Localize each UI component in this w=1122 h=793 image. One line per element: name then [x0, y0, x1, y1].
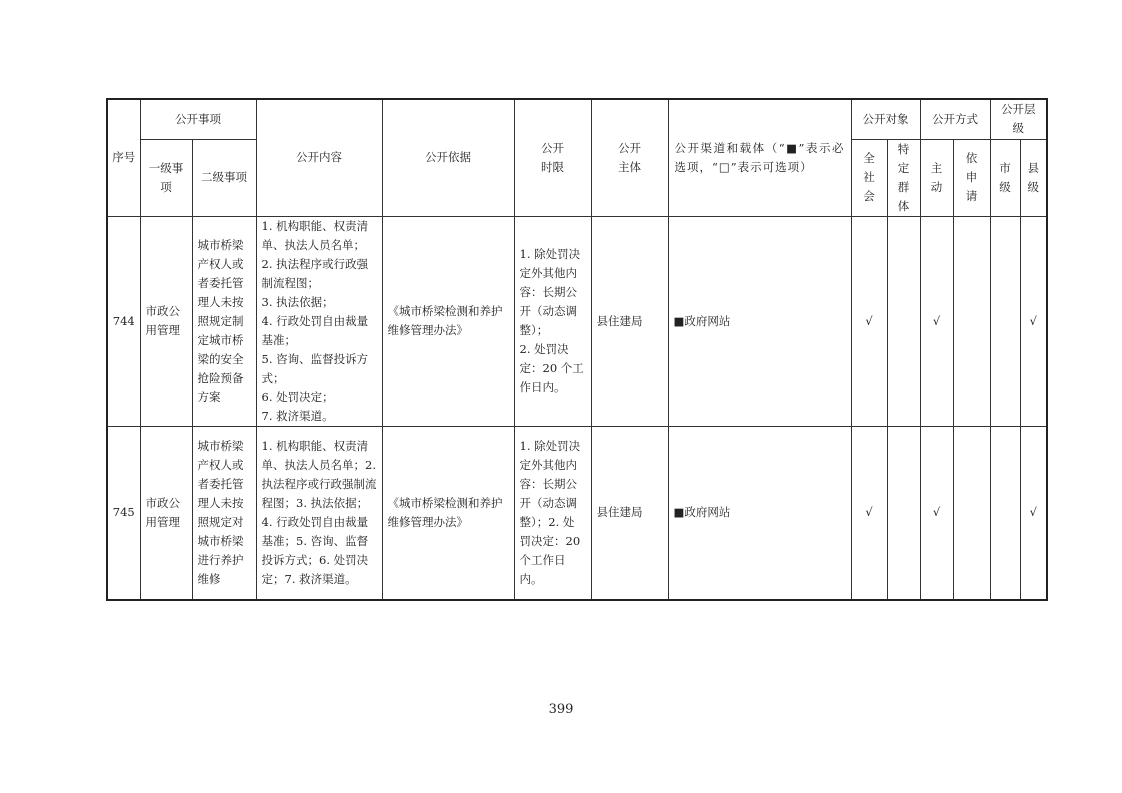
header-method-request: 依申请: [953, 139, 990, 216]
header-seq: 序号: [107, 99, 140, 216]
row-audience-all: √: [851, 426, 887, 600]
row-subject: 县住建局: [591, 216, 668, 426]
header-level2: 二级事项: [192, 139, 256, 216]
content-item: 2. 执法程序或行政强制流程图；: [261, 256, 369, 290]
disclosure-table: [106, 98, 1048, 601]
header-method-active: 主动: [920, 139, 953, 216]
content-item: 4. 行政处罚自由裁量基准；: [261, 313, 369, 347]
row-method-active: √: [920, 426, 953, 600]
content-item: 6. 处罚决定；: [261, 389, 334, 404]
row-audience-specific: [887, 216, 920, 426]
row-method-request: [953, 216, 990, 426]
row-method-request: [953, 426, 990, 600]
header-level1: 一级事项: [140, 139, 192, 216]
content-item: 3. 执法依据；: [261, 294, 334, 309]
content-item: 7. 救济渠道。: [261, 408, 334, 423]
row-level-county: √: [1020, 426, 1047, 600]
table-row: [107, 426, 1047, 600]
header-channel: 公开渠道和载体（“■”表示必选项，“□”表示可选项）: [668, 99, 851, 216]
row-content: 1. 机构职能、权责清单、执法人员名单；2. 执法程序或行政强制流程图；3. 执法依据；4. 行政处罚自由裁量基准；5. 咨询、监督投诉方式；6. 处罚决定；7. 救济渠道。: [256, 426, 382, 600]
row-channel: ■政府网站: [668, 216, 851, 426]
header-audience-specific: 特定群体: [887, 139, 920, 216]
row-level-county: √: [1020, 216, 1047, 426]
row-time-limit: 1. 除处罚决定外其他内容：长期公开（动态调整）；2. 处罚决定：20 个工作日内。: [514, 426, 591, 600]
page-number: 399: [548, 702, 574, 717]
header-level-group: 公开层级: [990, 99, 1047, 139]
row-time-limit: [514, 216, 591, 426]
header-level-city: 市级: [990, 139, 1020, 216]
header-audience-all: 全社会: [851, 139, 887, 216]
row-level2: 城市桥梁产权人或者委托管理人未按照规定对城市桥梁进行养护维修: [192, 426, 256, 600]
row-audience-specific: [887, 426, 920, 600]
row-seq: 744: [107, 216, 140, 426]
header-level-county: 县级: [1020, 139, 1047, 216]
row-method-active: √: [920, 216, 953, 426]
row-subject: 县住建局: [591, 426, 668, 600]
row-audience-all: √: [851, 216, 887, 426]
row-level1: 市政公用管理: [140, 216, 192, 426]
row-content: [256, 216, 382, 426]
row-level-city: [990, 426, 1020, 600]
row-seq: 745: [107, 426, 140, 600]
row-channel: ■政府网站: [668, 426, 851, 600]
table-row: [107, 216, 1047, 426]
row-level1: 市政公用管理: [140, 426, 192, 600]
header-content: 公开内容: [256, 99, 382, 216]
row-basis: 《城市桥梁检测和养护维修管理办法》: [382, 216, 514, 426]
row-level2: 城市桥梁产权人或者委托管理人未按照规定制定城市桥梁的安全抢险预备方案: [192, 216, 256, 426]
content-item: 5. 咨询、监督投诉方式；: [261, 351, 369, 385]
header-time-limit: 公开时限: [514, 99, 591, 216]
row-level-city: [990, 216, 1020, 426]
header-subject: 公开主体: [591, 99, 668, 216]
time-limit-item: 1. 除处罚决定外其他内容：长期公开（动态调整）；: [519, 247, 581, 337]
content-item: 1. 机构职能、权责清单、执法人员名单；: [261, 218, 369, 252]
header-method-group: 公开方式: [920, 99, 990, 139]
header-basis: 公开依据: [382, 99, 514, 216]
row-basis: 《城市桥梁检测和养护维修管理办法》: [382, 426, 514, 600]
header-audience-group: 公开对象: [851, 99, 920, 139]
time-limit-item: 2. 处罚决定：20 个工作日内。: [519, 342, 584, 394]
header-items-group: 公开事项: [140, 99, 256, 139]
